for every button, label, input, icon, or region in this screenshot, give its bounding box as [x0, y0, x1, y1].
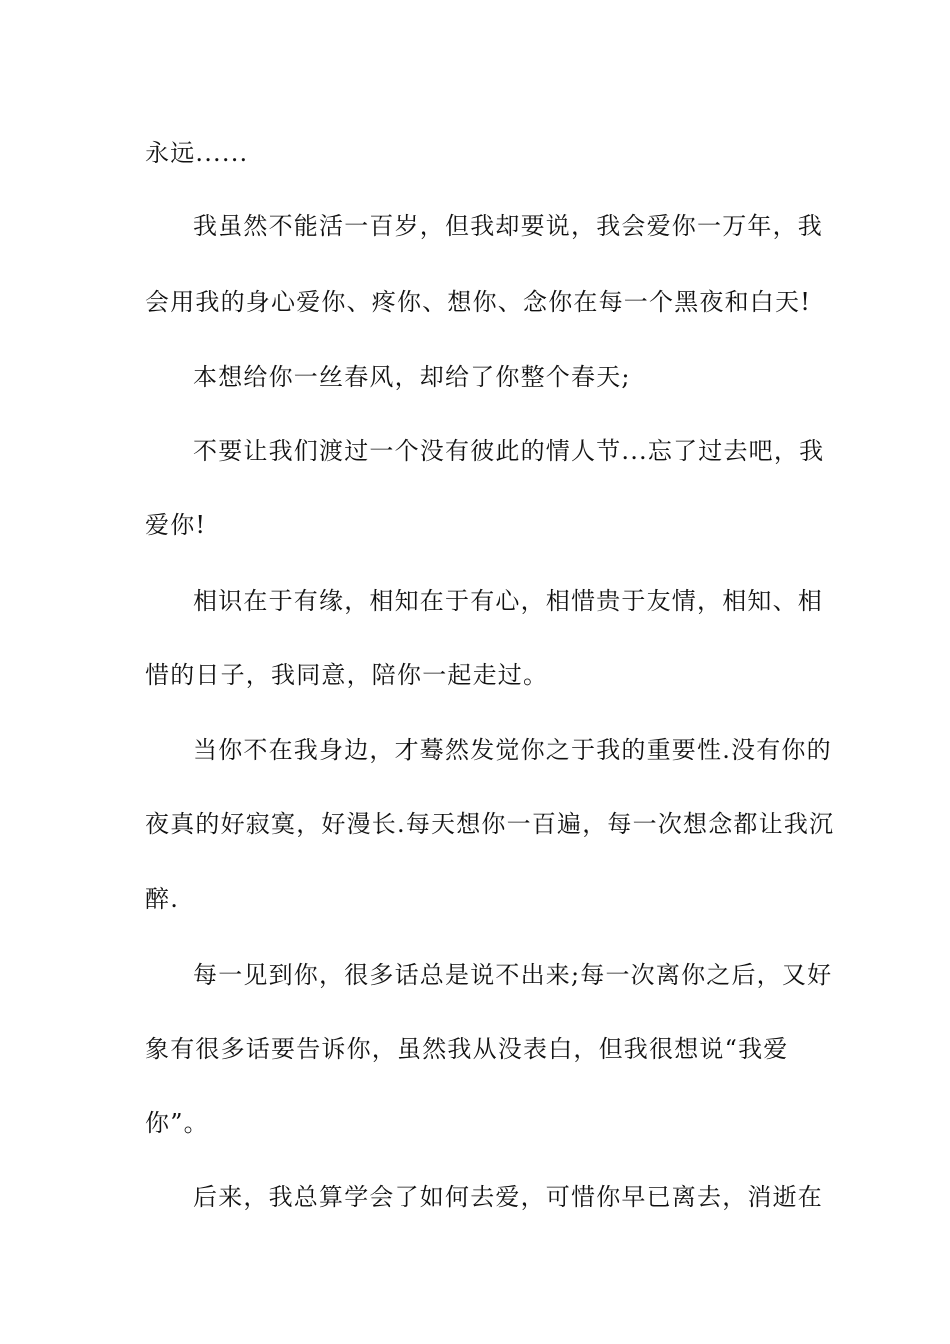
text-line: 夜真的好寂寞，好漫长.每天想你一百遍，每一次想念都让我沉: [145, 810, 835, 838]
paragraph-line: 当你不在我身边，才蓦然发觉你之于我的重要性.没有你的: [193, 736, 832, 764]
text-line: 永远......: [145, 139, 249, 167]
paragraph-line: 我虽然不能活一百岁，但我却要说，我会爱你一万年，我: [193, 212, 823, 240]
text-line: 醉.: [145, 885, 180, 913]
paragraph-line: 不要让我们渡过一个没有彼此的情人节...忘了过去吧，我: [193, 437, 825, 465]
text-line: 爱你!: [145, 511, 207, 539]
text-line: 象有很多话要告诉你，虽然我从没表白，但我很想说“我爱: [145, 1035, 789, 1063]
text-line: 惜的日子，我同意，陪你一起走过。: [145, 661, 549, 689]
paragraph-line: 后来，我总算学会了如何去爱，可惜你早已离去，消逝在: [193, 1183, 823, 1211]
paragraph-line: 本想给你一丝春风，却给了你整个春天;: [193, 363, 631, 391]
text-line: 你”。: [145, 1109, 209, 1137]
paragraph-line: 每一见到你，很多话总是说不出来;每一次离你之后，又好: [193, 961, 833, 989]
text-line: 会用我的身心爱你、疼你、想你、念你在每一个黑夜和白天!: [145, 288, 812, 316]
paragraph-line: 相识在于有缘，相知在于有心，相惜贵于友情，相知、相: [193, 587, 823, 615]
